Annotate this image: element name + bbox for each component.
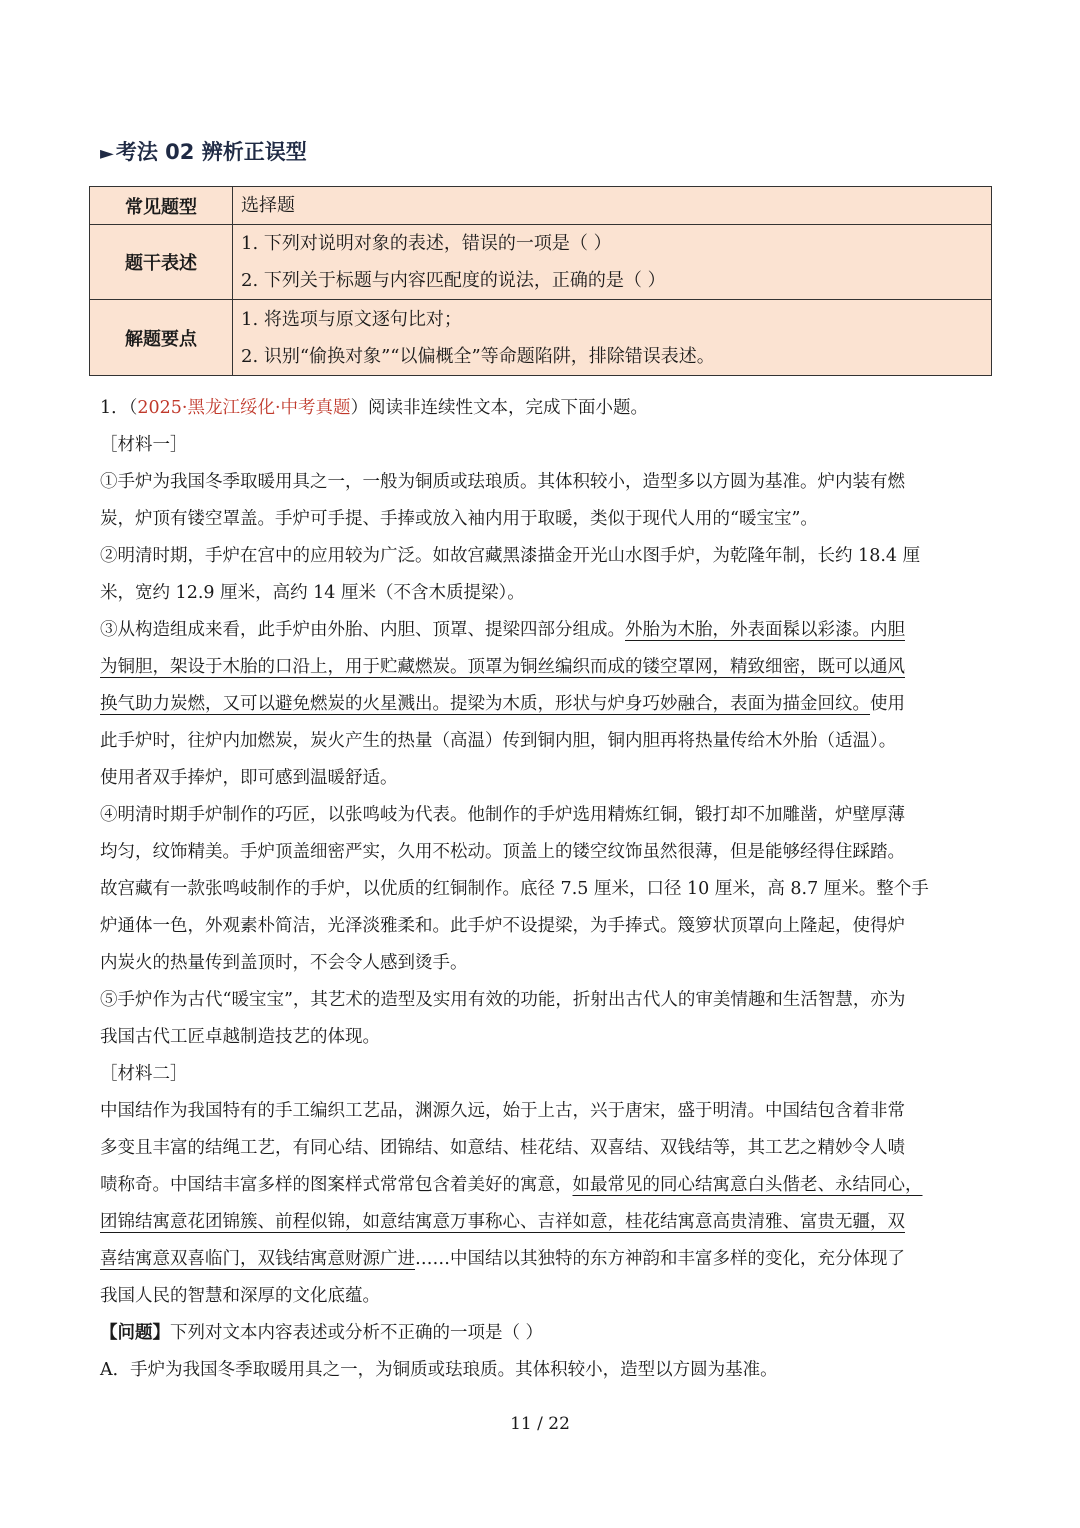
underlined-text: 换气助力炭燃，又可以避免燃炭的火星溅出。提梁为木质，形状与炉身巧妙融合，表面为描金回纹。 <box>100 694 870 714</box>
paragraph-line: 我国人民的智慧和深厚的文化底蕴。 <box>100 1286 380 1306</box>
paragraph-line: 故宫藏有一款张鸣岐制作的手炉，以优质的红铜制作。底径 7.5 厘米，口径 10 厘米，高 8.7 厘米。整个手 <box>100 879 929 899</box>
underlined-line: 为铜胆，架设于木胎的口沿上，用于贮藏燃炭。顶罩为铜丝编织而成的镂空罩网，精致细密，既可以通风 <box>100 657 905 677</box>
paragraph-line: 炉通体一色，外观素朴简洁，光泽淡雅柔和。此手炉不设提梁，为手捧式。篾箩状顶罩向上隆起，使得炉 <box>100 916 905 936</box>
underlined-text: 外胎为木胎，外表面髹以彩漆。内胆 <box>625 620 905 640</box>
table-value: 1. 下列对说明对象的表述，错误的一项是（ ） <box>241 233 612 254</box>
material1-label: ［材料一］ <box>100 435 188 455</box>
paragraph-line: 均匀，纹饰精美。手炉顶盖细密严实，久用不松动。顶盖上的镂空纹饰虽然很薄，但是能够经得住踩踏。 <box>100 842 905 862</box>
paragraph-line: 多变且丰富的结绳工艺，有同心结、团锦结、如意结、桂花结、双喜结、双钱结等，其工艺之精妙令人啧 <box>100 1138 905 1158</box>
question-intro: 1．（2025·黑龙江绥化·中考真题）阅读非连续性文本，完成下面小题。 <box>100 398 649 418</box>
paragraph-line: 啧称奇。中国结丰富多样的图案样式常常包含着美好的寓意，如最常见的同心结寓意白头偕老、永结同心， <box>100 1175 923 1195</box>
paragraph-line: ①手炉为我国冬季取暖用具之一，一般为铜质或珐琅质。其体积较小，造型多以方圆为基准。炉内装有燃 <box>100 472 905 492</box>
paragraph-line: ②明清时期，手炉在宫中的应用较为广泛。如故宫藏黑漆描金开光山水图手炉，为乾隆年制，长约 18.4 厘 <box>100 546 921 566</box>
paragraph-line: ③从构造组成来看，此手炉由外胎、内胆、顶罩、提梁四部分组成。外胎为木胎，外表面髹以彩漆。内胆 <box>100 620 905 640</box>
section-heading <box>100 136 307 166</box>
table-value: 选择题 <box>241 195 295 216</box>
question-content <box>100 390 980 1389</box>
paragraph-line: 此手炉时，往炉内加燃炭，炭火产生的热量（高温）传到铜内胆，铜内胆再将热量传给木外胎（适温）。 <box>100 731 897 751</box>
paragraph-line: ④明清时期手炉制作的巧匠，以张鸣岐为代表。他制作的手炉选用精炼红铜，锻打却不加雕凿，炉壁厚薄 <box>100 805 905 825</box>
paragraph-line: 中国结作为我国特有的手工编织工艺品，渊源久远，始于上古，兴于唐宋，盛于明清。中国结包含着非常 <box>100 1101 905 1121</box>
underlined-line: 团锦结寓意花团锦簇、前程似锦，如意结寓意万事称心、吉祥如意，桂花结寓意高贵清雅、富贵无疆，双 <box>100 1212 905 1232</box>
table-key: 题干表述 <box>90 225 233 300</box>
problem-label: 【问题】 <box>100 1323 170 1343</box>
table-value: 2. 识别“偷换对象”“以偏概全”等命题陷阱，排除错误表述。 <box>241 345 715 367</box>
question-source: 2025·黑龙江绥化·中考真题 <box>137 398 351 418</box>
table-value: 1. 将选项与原文逐句比对； <box>241 308 462 330</box>
table-row <box>90 225 992 300</box>
section-heading-text: 考法 02 辨析正误型 <box>115 140 307 164</box>
underlined-text: 如最常见的同心结寓意白头偕老、永结同心， <box>572 1175 923 1195</box>
table-key: 常见题型 <box>90 187 233 225</box>
paragraph-line: 米，宽约 12.9 厘米，高约 14 厘米（不含木质提梁）。 <box>100 583 525 603</box>
info-table <box>89 186 992 376</box>
page-number: 11 / 22 <box>510 1414 570 1434</box>
paragraph-line: 换气助力炭燃，又可以避免燃炭的火星溅出。提梁为木质，形状与炉身巧妙融合，表面为描金回纹。使用 <box>100 694 905 714</box>
problem-stem: 【问题】下列对文本内容表述或分析不正确的一项是（ ） <box>100 1323 544 1343</box>
paragraph-line: 炭，炉顶有镂空罩盖。手炉可手提、手捧或放入袖内用于取暖，类似于现代人用的“暖宝宝”。 <box>100 509 818 529</box>
paragraph-line: 内炭火的热量传到盖顶时，不会令人感到烫手。 <box>100 953 468 973</box>
paragraph-line: 使用者双手捧炉，即可感到温暖舒适。 <box>100 768 398 788</box>
paragraph-line: 喜结寓意双喜临门，双钱结寓意财源广进……中国结以其独特的东方神韵和丰富多样的变化，充分体现了 <box>100 1249 905 1269</box>
table-value: 2. 下列关于标题与内容匹配度的说法，正确的是（ ） <box>241 270 666 291</box>
paragraph-line: ⑤手炉作为古代“暖宝宝”，其艺术的造型及实用有效的功能，折射出古代人的审美情趣和生活智慧，亦为 <box>100 990 906 1010</box>
table-key: 解题要点 <box>90 300 233 376</box>
material2-label: ［材料二］ <box>100 1064 188 1084</box>
table-row <box>90 300 992 376</box>
underlined-text: 喜结寓意双喜临门，双钱结寓意财源广进 <box>100 1249 415 1269</box>
triangle-arrow-icon: ► <box>100 143 114 164</box>
paragraph-line: 我国古代工匠卓越制造技艺的体现。 <box>100 1027 380 1047</box>
table-row <box>90 187 992 225</box>
option-a: A．手炉为我国冬季取暖用具之一，为铜质或珐琅质。其体积较小，造型以方圆为基准。 <box>100 1360 778 1380</box>
